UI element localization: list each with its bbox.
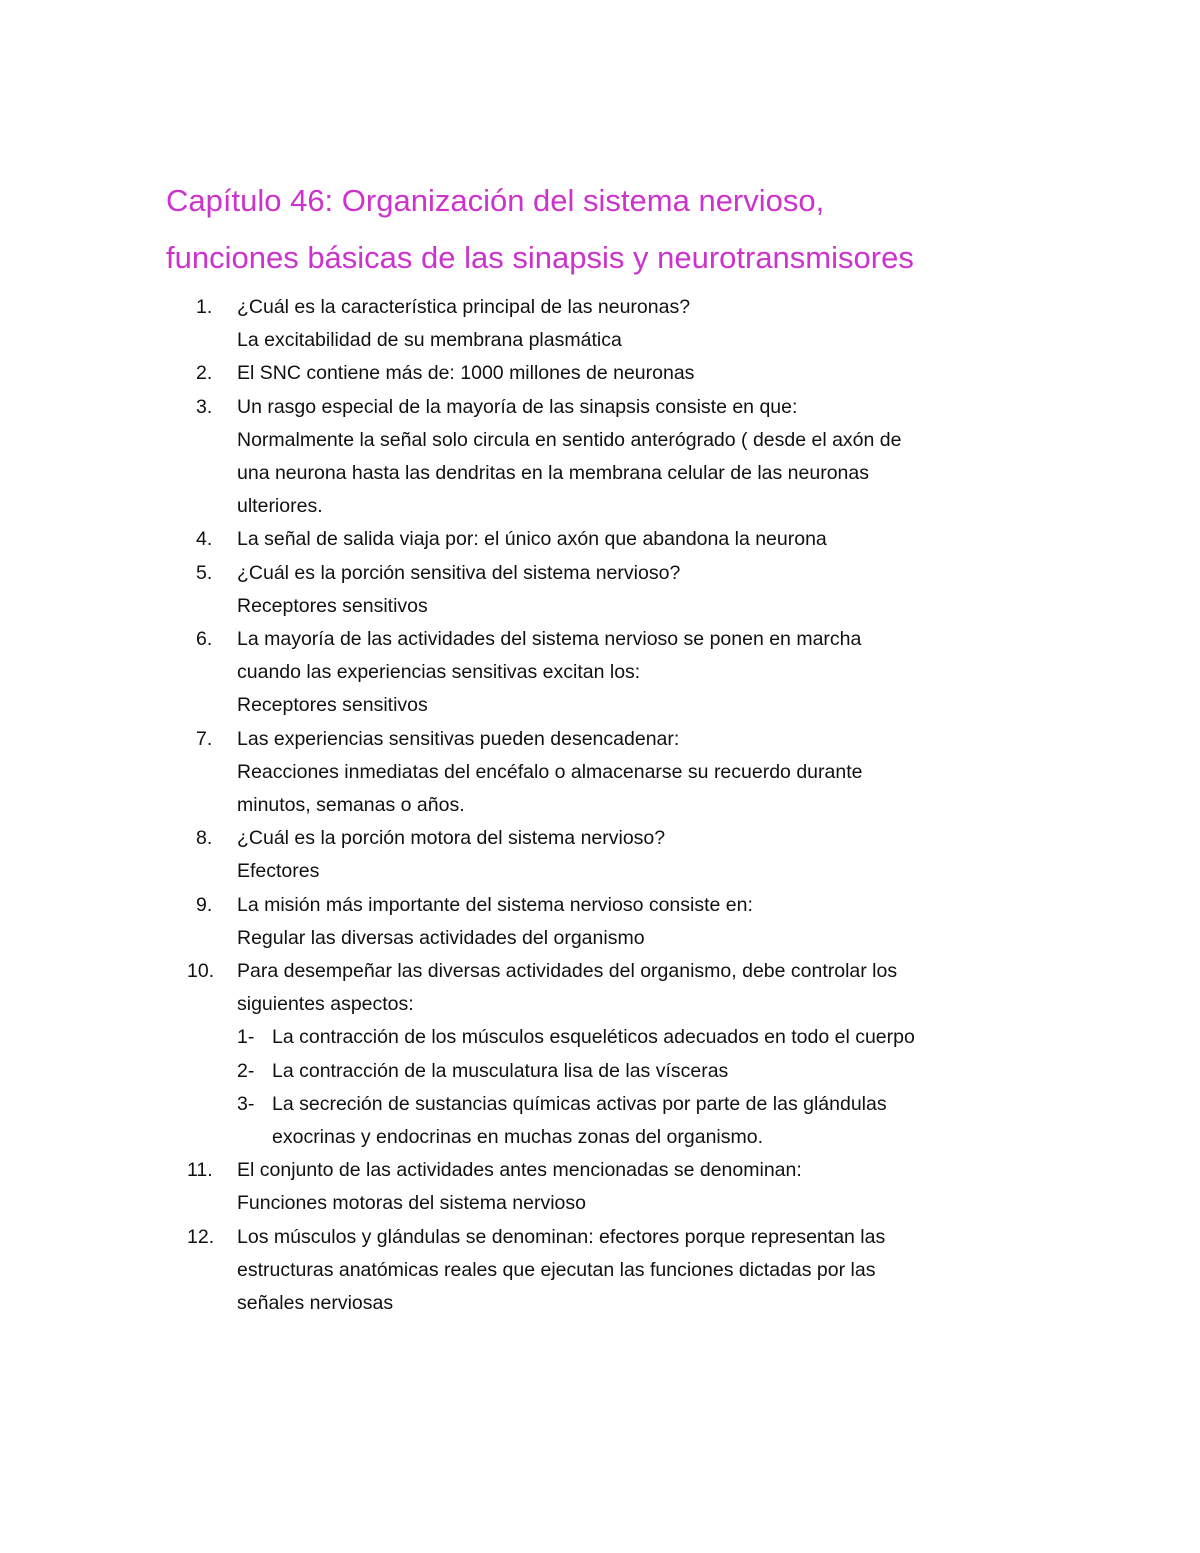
question-number: 6.	[196, 628, 213, 651]
question-item	[0, 391, 1200, 524]
question-item	[0, 955, 1200, 1154]
question-item	[0, 1221, 1200, 1321]
question-text: La señal de salida viaja por: el único axón que abandona la neurona	[237, 528, 827, 551]
answer-text: Reacciones inmediatas del encéfalo o almacenarse su recuerdo durante	[237, 760, 863, 783]
question-number: 8.	[196, 827, 213, 850]
question-item	[0, 623, 1200, 723]
question-number: 3.	[196, 395, 213, 418]
question-text: ¿Cuál es la característica principal de las neuronas?	[237, 296, 691, 318]
sub-item	[237, 1021, 1200, 1054]
answer-text: minutos, semanas o años.	[237, 794, 465, 817]
question-number: 9.	[196, 893, 213, 916]
question-number: 1.	[196, 296, 213, 318]
question-text: ¿Cuál es la porción motora del sistema nervioso?	[237, 827, 666, 850]
answer-text: Efectores	[237, 860, 320, 883]
answer-text: siguientes aspectos:	[237, 993, 414, 1016]
question-number: 12.	[187, 1225, 215, 1248]
sub-list	[237, 1021, 1200, 1154]
answer-text: cuando las experiencias sensitivas excitan los:	[237, 661, 641, 684]
question-number: 11.	[187, 1159, 213, 1182]
question-number: 5.	[196, 561, 213, 584]
answer-text: Receptores sensitivos	[237, 694, 428, 717]
sub-item-text: exocrinas y endocrinas en muchas zonas del organismo.	[272, 1126, 764, 1149]
answer-text: ulteriores.	[237, 495, 323, 518]
question-item	[0, 889, 1200, 955]
question-text: ¿Cuál es la porción sensitiva del sistema nervioso?	[237, 561, 681, 584]
answer-text: Funciones motoras del sistema nervioso	[237, 1192, 586, 1215]
question-item	[0, 1154, 1200, 1220]
answer-text: Normalmente la señal solo circula en sentido anterógrado ( desde el axón de	[237, 428, 902, 451]
question-item	[0, 357, 1200, 390]
question-item	[0, 523, 1200, 556]
sub-item-text: La contracción de los músculos esqueléticos adecuados en todo el cuerpo	[272, 1026, 915, 1049]
answer-text: una neurona hasta las dendritas en la membrana celular de las neuronas	[237, 462, 869, 485]
question-item	[0, 822, 1200, 888]
sub-item-text: La secreción de sustancias químicas activas por parte de las glándulas	[272, 1092, 887, 1115]
question-text: El SNC contiene más de: 1000 millones de neuronas	[237, 362, 695, 385]
chapter-title-line: Capítulo 46: Organización del sistema nervioso,	[166, 183, 825, 218]
answer-text: Receptores sensitivos	[237, 594, 428, 617]
chapter-title	[166, 172, 1086, 286]
question-item	[0, 723, 1200, 823]
question-text: Los músculos y glándulas se denominan: efectores porque representan las	[237, 1225, 886, 1248]
answer-text: La excitabilidad de su membrana plasmática	[237, 329, 622, 352]
question-text: Para desempeñar las diversas actividades del organismo, debe controlar los	[237, 960, 898, 983]
question-text: La mayoría de las actividades del sistema nervioso se ponen en marcha	[237, 628, 862, 651]
question-number: 10.	[187, 960, 215, 983]
chapter-title-line: funciones básicas de las sinapsis y neurotransmisores	[166, 240, 914, 275]
question-text: Un rasgo especial de la mayoría de las sinapsis consiste en que:	[237, 395, 798, 418]
answer-text: Regular las diversas actividades del organismo	[237, 926, 645, 949]
question-text: La misión más importante del sistema nervioso consiste en:	[237, 893, 753, 916]
sub-item-text: La contracción de la musculatura lisa de las vísceras	[272, 1059, 729, 1082]
sub-item	[237, 1088, 1200, 1154]
question-list	[0, 291, 1200, 1320]
sub-item	[237, 1055, 1200, 1088]
sub-item-number: 1-	[237, 1026, 255, 1049]
question-text: El conjunto de las actividades antes mencionadas se denominan:	[237, 1159, 802, 1182]
question-item	[0, 557, 1200, 623]
sub-item-number: 3-	[237, 1092, 255, 1115]
sub-item-number: 2-	[237, 1059, 255, 1082]
answer-text: estructuras anatómicas reales que ejecutan las funciones dictadas por las	[237, 1258, 876, 1281]
question-number: 7.	[196, 727, 213, 750]
question-number: 2.	[196, 362, 213, 385]
question-text: Las experiencias sensitivas pueden desencadenar:	[237, 727, 680, 750]
answer-text: señales nerviosas	[237, 1292, 394, 1315]
question-item	[0, 291, 1200, 357]
question-number: 4.	[196, 528, 213, 551]
